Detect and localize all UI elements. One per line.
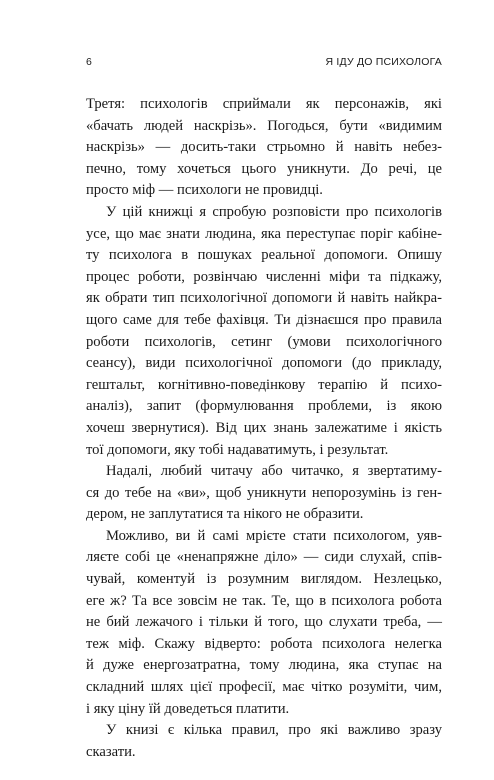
text-line: теж міф. Скажу відверто: робота психолога нелегка [86, 635, 442, 652]
text-line: просто міф — психологи не провидці. [86, 182, 323, 199]
text-line: роботи психологів, сетинг (умови психологічного [86, 333, 442, 350]
text-line: Третя: психологів сприймали як персонажів, які [86, 96, 442, 112]
paragraph [86, 461, 442, 526]
text-line: не бий лежачого і тільки й того, що слухати треба, — [86, 614, 442, 631]
paragraph [86, 526, 442, 720]
running-header [86, 56, 442, 72]
text-line: дером, не заплутатися та нікого не образити. [86, 506, 364, 523]
paragraph [86, 202, 442, 461]
text-line: аналіз), запит (формулювання проблеми, із якою [86, 398, 442, 415]
text-line: як обрати тип психологічної допомоги й навіть найкра- [86, 290, 442, 307]
text-line: У цій книжці я спробую розповісти про психологів [106, 203, 442, 220]
paragraph [86, 720, 442, 763]
text-line: гештальт, когнітивно-поведінкову терапію й психо- [86, 376, 442, 393]
text-line: сеансу), види психологічної допомоги (до прикладу, [86, 355, 442, 372]
text-line: щого саме для тебе фахівця. Ти дізнаєшся про правила [86, 311, 442, 328]
paragraph [86, 94, 442, 202]
body-text [86, 94, 442, 763]
text-line: усе, що має знати людина, яка переступає поріг кабіне- [86, 225, 442, 242]
text-line: Надалі, любий читачу або читачко, я звертатиму- [106, 463, 442, 480]
text-line: ту психолога в пошуках реальної допомоги. Опишу [86, 247, 442, 264]
text-line: сказати. [86, 743, 136, 760]
page-number: 6 [86, 56, 93, 68]
text-line: Можливо, ви й самі мрієте стати психологом, уяв- [106, 527, 442, 544]
text-line: ляєте собі це «ненапряжне діло» — сиди слухай, спів- [86, 549, 442, 566]
text-line: еге ж? Та все зовсім не так. Те, що в психолога робота [86, 592, 442, 609]
text-line: і яку ціну їй доведеться платити. [86, 700, 290, 717]
text-line: тої допомоги, яку тобі надаватимуть, і результат. [86, 441, 389, 458]
text-line: чувай, коментуй із розумним виглядом. Незлецько, [86, 571, 442, 588]
text-line: печно, тому хочеться цього уникнути. До речі, це [86, 160, 442, 177]
text-line: хочеш звернутися). Від цих знань залежатиме і якість [86, 419, 442, 436]
text-line: наскрізь» — досить-таки стрьомно й навіть небез- [86, 139, 442, 156]
text-line: ся до тебе на «ви», щоб уникнути непорозумінь із ген- [86, 484, 442, 501]
text-line: складний шлях цієї професії, має чітко розуміти, чим, [86, 679, 442, 696]
text-line: «бачать людей наскрізь». Погодься, бути «видимим [86, 117, 442, 134]
text-line: процес роботи, розвінчаю численні міфи та підкажу, [86, 268, 442, 285]
text-line: й дуже енергозатратна, тому людина, яка ступає на [86, 657, 442, 674]
text-line: У книзі є кілька правил, про які важливо зразу [106, 722, 442, 739]
running-title: Я ІДУ ДО ПСИХОЛОГА [325, 56, 442, 68]
